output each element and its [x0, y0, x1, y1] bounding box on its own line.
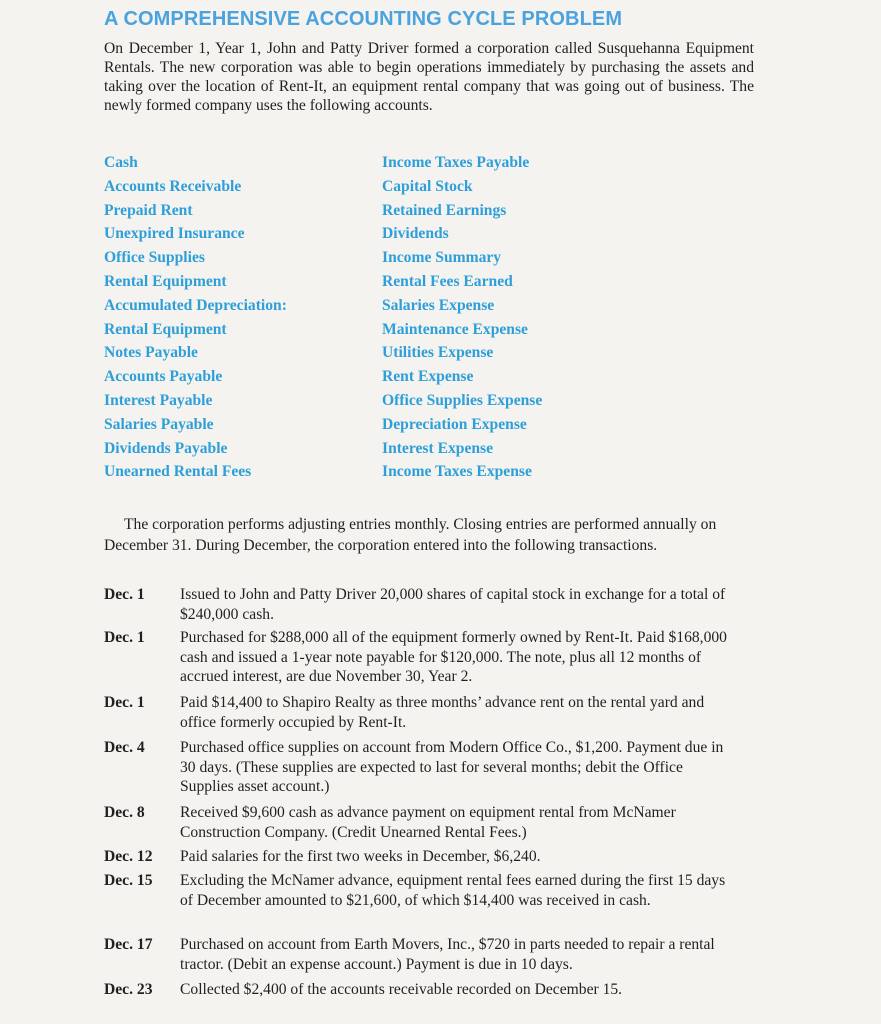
account-item: Salaries Payable	[104, 415, 214, 433]
account-item: Interest Expense	[382, 439, 494, 457]
procedures-paragraph: The corporation performs adjusting entries monthly. Closing entries are performed annually on December 31. During December, the corporation entered into the following transactions.	[104, 516, 717, 554]
account-item: Office Supplies Expense	[382, 391, 543, 409]
account-item: Rental Equipment	[104, 272, 227, 290]
transaction-text: Collected $2,400 of the accounts receivable recorded on December 15.	[180, 981, 623, 998]
transaction-date: Dec. 15	[104, 872, 153, 889]
transaction-text: Paid $14,400 to Shapiro Realty as three months’ advance rent on the rental yard and office formerly occupied by Rent-It.	[180, 694, 705, 731]
accounts-list-left	[104, 151, 287, 484]
account-item: Accounts Payable	[104, 368, 223, 386]
account-item: Utilities Expense	[382, 344, 494, 362]
account-item: Income Taxes Expense	[382, 463, 532, 481]
account-item: Accumulated Depreciation:	[104, 296, 287, 314]
transaction-date: Dec. 8	[104, 804, 145, 821]
transaction-text: Paid salaries for the first two weeks in December, $6,240.	[180, 848, 541, 865]
account-item: Depreciation Expense	[382, 415, 527, 433]
transaction-text: Purchased for $288,000 all of the equipment formerly owned by Rent-It. Paid $168,000 cash and issued a 1-year note payable for $120,000. The note, plus all 12 months of accrued interest, are due November 30, Year 2.	[180, 629, 727, 685]
account-item: Accounts Receivable	[104, 177, 242, 195]
account-item: Rent Expense	[382, 368, 474, 386]
account-item: Notes Payable	[104, 344, 198, 362]
account-item: Prepaid Rent	[104, 201, 193, 219]
transaction-text: Issued to John and Patty Driver 20,000 shares of capital stock in exchange for a total of $240,000 cash.	[180, 586, 726, 623]
account-item: Income Taxes Payable	[382, 154, 530, 171]
account-item: Interest Payable	[104, 391, 213, 409]
account-item: Salaries Expense	[382, 296, 495, 314]
account-item: Capital Stock	[382, 177, 473, 195]
account-item: Office Supplies	[104, 249, 205, 267]
account-item: Retained Earnings	[382, 201, 507, 219]
transaction-date: Dec. 1	[104, 586, 145, 603]
transaction-date: Dec. 17	[104, 936, 153, 953]
account-item: Rental Fees Earned	[382, 272, 513, 290]
transaction-date: Dec. 4	[104, 739, 145, 756]
page-title: A COMPREHENSIVE ACCOUNTING CYCLE PROBLEM	[104, 8, 623, 30]
transaction-text: Purchased on account from Earth Movers, Inc., $720 in parts needed to repair a rental tractor. (Debit an expense account.) Payment is due in 10 days.	[180, 936, 715, 973]
transaction-date: Dec. 1	[104, 694, 145, 711]
account-item: Dividends	[382, 225, 449, 243]
account-item: Income Summary	[382, 249, 502, 267]
account-item: Cash	[104, 154, 138, 171]
transaction-date: Dec. 12	[104, 848, 153, 865]
accounts-list-right	[382, 151, 542, 484]
transaction-text: Received $9,600 cash as advance payment on equipment rental from McNamer Construction Company. (Credit Unearned Rental Fees.)	[180, 804, 676, 841]
account-item: Unearned Rental Fees	[104, 463, 252, 481]
transaction-date: Dec. 23	[104, 981, 153, 998]
transaction-text: Purchased office supplies on account from Modern Office Co., $1,200. Payment due in 30 days. (These supplies are expected to last for several months; debit the Office Supplies asset account.)	[180, 739, 724, 795]
intro-paragraph: On December 1, Year 1, John and Patty Driver formed a corporation called Susquehanna Equipment Rentals. The new corporation was able to begin operations immediately by purchasing the assets and taking over the location of Rent-It, an equipment rental company that was going out of business. The newly formed company uses the following accounts.	[104, 40, 754, 114]
account-item: Rental Equipment	[104, 320, 227, 338]
account-item: Unexpired Insurance	[104, 225, 245, 243]
transaction-date: Dec. 1	[104, 629, 145, 646]
account-item: Maintenance Expense	[382, 320, 528, 338]
account-item: Dividends Payable	[104, 439, 228, 457]
transaction-text: Excluding the McNamer advance, equipment rental fees earned during the first 15 days of December amounted to $21,600, of which $14,400 was received in cash.	[180, 872, 726, 909]
